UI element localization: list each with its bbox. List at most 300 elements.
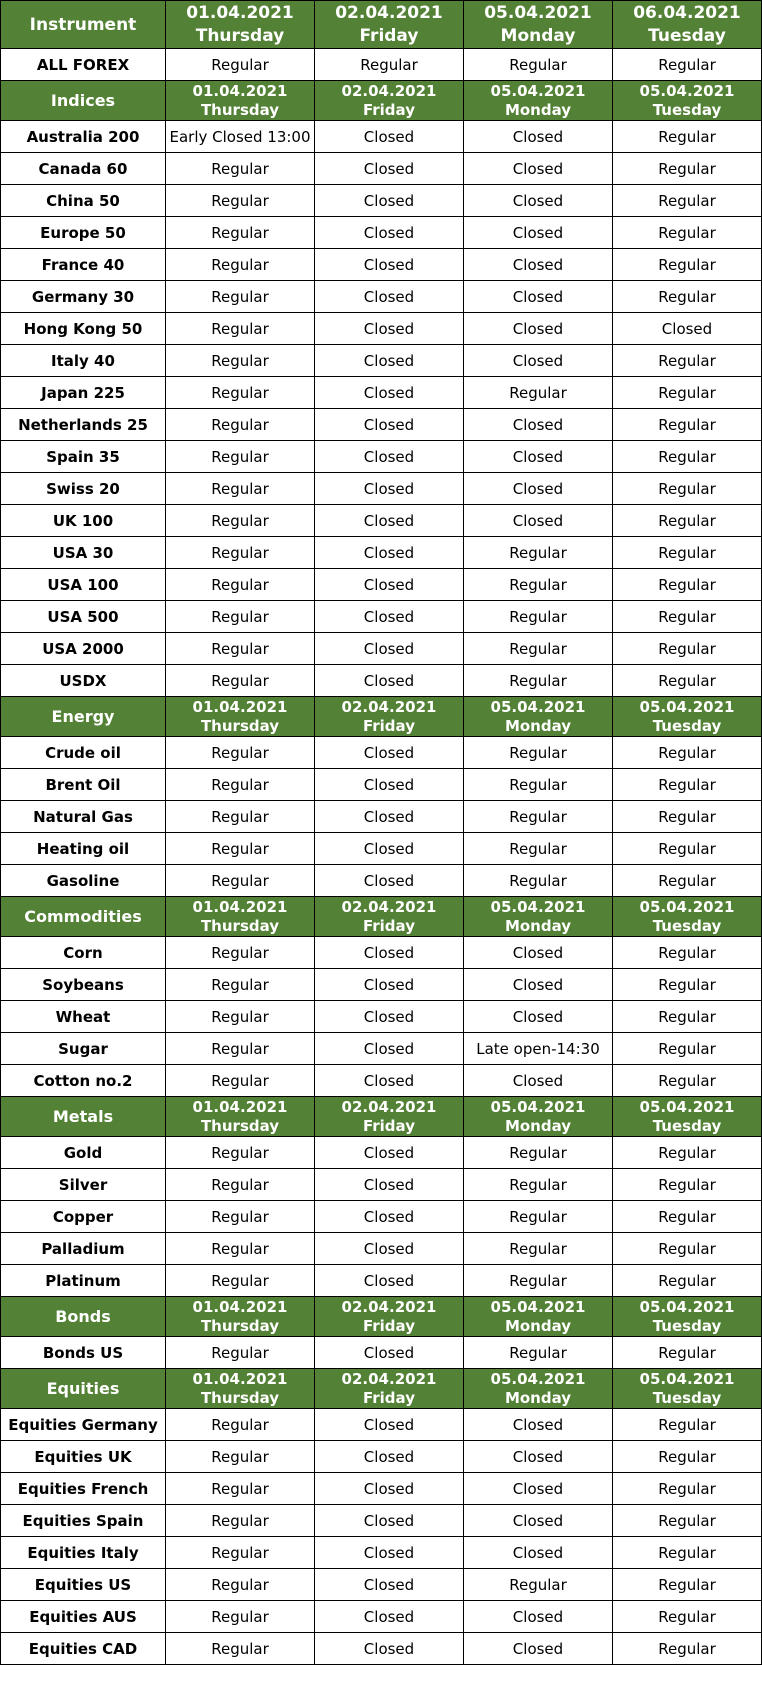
status-cell: Closed — [315, 1473, 464, 1505]
date-column-header — [613, 1097, 762, 1137]
table-row — [1, 1201, 762, 1233]
status-cell: Regular — [166, 313, 315, 345]
header-date: 02.04.2021 — [341, 81, 437, 100]
status-cell: Closed — [315, 1001, 464, 1033]
status-cell: Closed — [315, 1169, 464, 1201]
instrument-name: Platinum — [1, 1265, 166, 1297]
header-date: 02.04.2021 — [341, 1297, 437, 1316]
status-cell: Regular — [166, 1569, 315, 1601]
date-column-header — [464, 897, 613, 937]
status-cell: Regular — [613, 537, 762, 569]
status-cell: Closed — [464, 505, 613, 537]
status-cell: Regular — [166, 937, 315, 969]
table-row — [1, 185, 762, 217]
instrument-name: ALL FOREX — [1, 49, 166, 81]
section-title-equities: Equities — [1, 1369, 166, 1409]
status-cell: Closed — [315, 1233, 464, 1265]
table-row — [1, 937, 762, 969]
status-cell: Regular — [613, 601, 762, 633]
header-weekday: Tuesday — [652, 916, 722, 935]
table-row — [1, 409, 762, 441]
status-cell: Closed — [315, 969, 464, 1001]
status-cell: Regular — [613, 153, 762, 185]
status-cell: Regular — [613, 1505, 762, 1537]
status-cell: Regular — [166, 1233, 315, 1265]
header-weekday: Friday — [362, 1388, 415, 1407]
status-cell: Closed — [315, 1033, 464, 1065]
instrument-name: Equities Italy — [1, 1537, 166, 1569]
status-cell: Closed — [315, 377, 464, 409]
status-cell: Closed — [315, 537, 464, 569]
header-date: 02.04.2021 — [341, 897, 437, 916]
status-cell: Closed — [464, 121, 613, 153]
table-row — [1, 1033, 762, 1065]
status-cell: Regular — [166, 1065, 315, 1097]
status-cell: Regular — [613, 769, 762, 801]
header-date: 05.04.2021 — [490, 697, 586, 716]
status-cell: Regular — [166, 569, 315, 601]
status-cell: Regular — [613, 345, 762, 377]
date-column-header — [613, 81, 762, 121]
status-cell: Regular — [464, 49, 613, 81]
status-cell: Regular — [166, 801, 315, 833]
header-weekday: Thursday — [200, 1388, 280, 1407]
status-cell: Closed — [315, 441, 464, 473]
status-cell: Closed — [464, 1633, 613, 1665]
status-cell: Regular — [613, 49, 762, 81]
status-cell: Regular — [613, 281, 762, 313]
instrument-name: Japan 225 — [1, 377, 166, 409]
table-row — [1, 345, 762, 377]
instrument-name: Corn — [1, 937, 166, 969]
status-cell: Closed — [464, 1001, 613, 1033]
table-row — [1, 537, 762, 569]
status-cell: Closed — [464, 281, 613, 313]
table-row — [1, 569, 762, 601]
status-cell: Regular — [166, 505, 315, 537]
date-column-header — [315, 697, 464, 737]
header-date: 02.04.2021 — [335, 2, 443, 23]
status-cell: Regular — [613, 1265, 762, 1297]
status-cell: Closed — [464, 1441, 613, 1473]
status-cell: Closed — [315, 1337, 464, 1369]
status-cell: Regular — [166, 1001, 315, 1033]
instrument-name: Germany 30 — [1, 281, 166, 313]
status-cell: Regular — [315, 49, 464, 81]
instrument-name: USA 100 — [1, 569, 166, 601]
instrument-name: Canada 60 — [1, 153, 166, 185]
status-cell: Regular — [464, 1169, 613, 1201]
date-column-header — [166, 897, 315, 937]
instrument-name: Sugar — [1, 1033, 166, 1065]
status-cell: Closed — [315, 633, 464, 665]
instrument-name: Crude oil — [1, 737, 166, 769]
date-column-header — [613, 897, 762, 937]
status-cell: Regular — [166, 217, 315, 249]
section-header-row-commodities — [1, 897, 762, 937]
table-row — [1, 1233, 762, 1265]
date-column-header — [464, 1297, 613, 1337]
status-cell: Regular — [464, 601, 613, 633]
status-cell: Closed — [464, 937, 613, 969]
header-date: 01.04.2021 — [192, 897, 288, 916]
date-column-header — [166, 1297, 315, 1337]
date-column-header — [166, 81, 315, 121]
table-row — [1, 313, 762, 345]
date-column-header — [166, 697, 315, 737]
status-cell: Closed — [315, 665, 464, 697]
header-weekday: Monday — [504, 1116, 572, 1135]
table-row — [1, 217, 762, 249]
instrument-name: Equities CAD — [1, 1633, 166, 1665]
table-row — [1, 801, 762, 833]
table-body — [1, 1, 762, 1665]
instrument-column-header: Instrument — [1, 1, 166, 49]
header-date: 05.04.2021 — [490, 1097, 586, 1116]
date-column-header — [464, 1, 613, 49]
header-weekday: Friday — [359, 25, 419, 46]
header-date: 05.04.2021 — [639, 81, 735, 100]
status-cell: Closed — [315, 769, 464, 801]
status-cell: Closed — [464, 217, 613, 249]
date-column-header — [315, 897, 464, 937]
status-cell: Closed — [315, 473, 464, 505]
status-cell: Regular — [166, 865, 315, 897]
status-cell: Regular — [613, 185, 762, 217]
table-row — [1, 737, 762, 769]
status-cell: Regular — [464, 569, 613, 601]
status-cell: Closed — [315, 185, 464, 217]
status-cell: Closed — [315, 1505, 464, 1537]
date-column-header — [613, 1, 762, 49]
status-cell: Regular — [166, 601, 315, 633]
status-cell: Regular — [166, 1409, 315, 1441]
instrument-name: Australia 200 — [1, 121, 166, 153]
status-cell: Regular — [166, 1441, 315, 1473]
instrument-name: Cotton no.2 — [1, 1065, 166, 1097]
status-cell: Regular — [613, 409, 762, 441]
status-cell: Closed — [464, 185, 613, 217]
header-date: 01.04.2021 — [192, 1297, 288, 1316]
status-cell: Regular — [464, 801, 613, 833]
status-cell: Closed — [315, 249, 464, 281]
status-cell: Closed — [315, 937, 464, 969]
instrument-name: Italy 40 — [1, 345, 166, 377]
table-row — [1, 1601, 762, 1633]
header-weekday: Thursday — [200, 1116, 280, 1135]
date-column-header — [613, 697, 762, 737]
status-cell: Regular — [613, 737, 762, 769]
header-date: 01.04.2021 — [192, 697, 288, 716]
header-date: 02.04.2021 — [341, 697, 437, 716]
header-weekday: Tuesday — [652, 1316, 722, 1335]
status-cell: Closed — [464, 409, 613, 441]
instrument-name: Netherlands 25 — [1, 409, 166, 441]
status-cell: Regular — [613, 1473, 762, 1505]
section-title-energy: Energy — [1, 697, 166, 737]
status-cell: Regular — [166, 49, 315, 81]
header-weekday: Friday — [362, 716, 415, 735]
status-cell: Regular — [613, 1337, 762, 1369]
table-row — [1, 665, 762, 697]
status-cell: Regular — [166, 1601, 315, 1633]
status-cell: Regular — [613, 1409, 762, 1441]
status-cell: Regular — [613, 1201, 762, 1233]
status-cell: Regular — [166, 1033, 315, 1065]
header-weekday: Monday — [504, 1388, 572, 1407]
date-column-header — [166, 1, 315, 49]
section-header-row-metals — [1, 1097, 762, 1137]
header-weekday: Monday — [500, 25, 576, 46]
table-row — [1, 769, 762, 801]
status-cell: Regular — [166, 769, 315, 801]
status-cell: Closed — [464, 1473, 613, 1505]
header-weekday: Tuesday — [652, 1116, 722, 1135]
status-cell: Regular — [613, 1537, 762, 1569]
instrument-name: Palladium — [1, 1233, 166, 1265]
status-cell: Regular — [613, 569, 762, 601]
status-cell: Regular — [166, 1505, 315, 1537]
status-cell: Closed — [315, 569, 464, 601]
status-cell: Regular — [464, 1137, 613, 1169]
instrument-name: Gasoline — [1, 865, 166, 897]
status-cell: Regular — [613, 969, 762, 1001]
header-weekday: Tuesday — [652, 100, 722, 119]
status-cell: Regular — [613, 377, 762, 409]
status-cell: Regular — [613, 217, 762, 249]
status-cell: Closed — [315, 121, 464, 153]
status-cell: Regular — [166, 345, 315, 377]
header-weekday: Monday — [504, 916, 572, 935]
status-cell: Regular — [464, 737, 613, 769]
instrument-name: Wheat — [1, 1001, 166, 1033]
table-row — [1, 633, 762, 665]
table-row — [1, 49, 762, 81]
status-cell: Regular — [166, 441, 315, 473]
header-date: 05.04.2021 — [639, 897, 735, 916]
instrument-name: USA 2000 — [1, 633, 166, 665]
instrument-name: Heating oil — [1, 833, 166, 865]
status-cell: Regular — [464, 633, 613, 665]
table-row — [1, 833, 762, 865]
instrument-name: USDX — [1, 665, 166, 697]
header-weekday: Thursday — [200, 916, 280, 935]
status-cell: Regular — [166, 1201, 315, 1233]
section-header-row-equities — [1, 1369, 762, 1409]
status-cell: Closed — [315, 281, 464, 313]
status-cell: Closed — [315, 833, 464, 865]
status-cell: Regular — [464, 377, 613, 409]
section-header-row-indices — [1, 81, 762, 121]
status-cell: Regular — [613, 1001, 762, 1033]
status-cell: Closed — [464, 441, 613, 473]
status-cell: Regular — [613, 1169, 762, 1201]
status-cell: Regular — [166, 1137, 315, 1169]
header-weekday: Tuesday — [652, 1388, 722, 1407]
status-cell: Closed — [315, 1601, 464, 1633]
header-date: 05.04.2021 — [490, 81, 586, 100]
status-cell: Regular — [166, 665, 315, 697]
status-cell: Regular — [464, 1337, 613, 1369]
section-title-metals: Metals — [1, 1097, 166, 1137]
status-cell: Regular — [464, 833, 613, 865]
status-cell: Regular — [613, 1137, 762, 1169]
status-cell: Regular — [464, 665, 613, 697]
status-cell: Regular — [613, 121, 762, 153]
instrument-name: Equities US — [1, 1569, 166, 1601]
date-column-header — [315, 1097, 464, 1137]
status-cell: Closed — [464, 313, 613, 345]
status-cell: Closed — [464, 249, 613, 281]
date-column-header — [166, 1369, 315, 1409]
table-row — [1, 377, 762, 409]
status-cell: Regular — [613, 441, 762, 473]
instrument-name: Europe 50 — [1, 217, 166, 249]
instrument-name: Hong Kong 50 — [1, 313, 166, 345]
status-cell: Regular — [613, 865, 762, 897]
instrument-name: Bonds US — [1, 1337, 166, 1369]
status-cell: Closed — [315, 217, 464, 249]
header-date: 05.04.2021 — [639, 1369, 735, 1388]
header-date: 02.04.2021 — [341, 1369, 437, 1388]
table-row — [1, 601, 762, 633]
status-cell: Closed — [315, 313, 464, 345]
status-cell: Regular — [166, 737, 315, 769]
table-row — [1, 1409, 762, 1441]
status-cell: Regular — [166, 969, 315, 1001]
instrument-name: Equities UK — [1, 1441, 166, 1473]
status-cell: Regular — [464, 1201, 613, 1233]
instrument-name: Silver — [1, 1169, 166, 1201]
status-cell: Regular — [613, 633, 762, 665]
status-cell: Regular — [613, 801, 762, 833]
status-cell: Regular — [166, 249, 315, 281]
status-cell: Regular — [613, 505, 762, 537]
date-column-header — [166, 1097, 315, 1137]
table-row — [1, 1169, 762, 1201]
table-row — [1, 1265, 762, 1297]
status-cell: Regular — [166, 377, 315, 409]
status-cell: Regular — [613, 937, 762, 969]
status-cell: Closed — [315, 1137, 464, 1169]
status-cell: Regular — [166, 1473, 315, 1505]
header-weekday: Monday — [504, 1316, 572, 1335]
table-row — [1, 153, 762, 185]
section-title-indices: Indices — [1, 81, 166, 121]
status-cell: Closed — [315, 1441, 464, 1473]
header-weekday: Thursday — [200, 1316, 280, 1335]
table-row — [1, 1537, 762, 1569]
instrument-name: France 40 — [1, 249, 166, 281]
table-row — [1, 969, 762, 1001]
status-cell: Closed — [464, 1065, 613, 1097]
status-cell: Regular — [613, 833, 762, 865]
status-cell: Regular — [166, 281, 315, 313]
header-date: 05.04.2021 — [490, 897, 586, 916]
status-cell: Closed — [464, 1505, 613, 1537]
status-cell: Regular — [613, 1441, 762, 1473]
header-weekday: Friday — [362, 916, 415, 935]
table-row — [1, 121, 762, 153]
date-column-header — [613, 1369, 762, 1409]
status-cell: Regular — [166, 1169, 315, 1201]
header-weekday: Monday — [504, 716, 572, 735]
header-weekday: Tuesday — [652, 716, 722, 735]
header-date: 05.04.2021 — [639, 1097, 735, 1116]
table-row — [1, 1137, 762, 1169]
table-row — [1, 1337, 762, 1369]
section-header-row-energy — [1, 697, 762, 737]
table-row — [1, 1505, 762, 1537]
section-title-commodities: Commodities — [1, 897, 166, 937]
table-row — [1, 865, 762, 897]
header-weekday: Friday — [362, 1116, 415, 1135]
header-date: 01.04.2021 — [192, 81, 288, 100]
status-cell: Regular — [613, 473, 762, 505]
header-date: 05.04.2021 — [490, 1297, 586, 1316]
status-cell: Regular — [166, 185, 315, 217]
date-column-header — [315, 1, 464, 49]
status-cell: Closed — [464, 1409, 613, 1441]
instrument-name: Equities Germany — [1, 1409, 166, 1441]
status-cell: Regular — [613, 1601, 762, 1633]
status-cell: Regular — [166, 633, 315, 665]
section-header-row-bonds — [1, 1297, 762, 1337]
status-cell: Regular — [613, 1233, 762, 1265]
status-cell: Closed — [315, 1569, 464, 1601]
header-date: 01.04.2021 — [186, 2, 294, 23]
instrument-name: Soybeans — [1, 969, 166, 1001]
header-date: 01.04.2021 — [192, 1369, 288, 1388]
header-date: 05.04.2021 — [490, 1369, 586, 1388]
header-date: 05.04.2021 — [639, 697, 735, 716]
date-column-header — [464, 81, 613, 121]
table-row — [1, 1441, 762, 1473]
status-cell: Closed — [464, 969, 613, 1001]
date-column-header — [464, 1097, 613, 1137]
status-cell: Regular — [166, 537, 315, 569]
date-column-header — [613, 1297, 762, 1337]
status-cell: Regular — [613, 249, 762, 281]
instrument-name: Natural Gas — [1, 801, 166, 833]
status-cell: Closed — [315, 801, 464, 833]
date-column-header — [315, 1297, 464, 1337]
header-weekday: Tuesday — [648, 25, 726, 46]
status-cell: Regular — [166, 1537, 315, 1569]
table-row — [1, 441, 762, 473]
status-cell: Regular — [464, 1569, 613, 1601]
status-cell: Closed — [315, 1265, 464, 1297]
status-cell: Closed — [315, 1409, 464, 1441]
status-cell: Regular — [464, 537, 613, 569]
table-row — [1, 473, 762, 505]
date-column-header — [315, 1369, 464, 1409]
header-date: 05.04.2021 — [484, 2, 592, 23]
status-cell: Regular — [613, 665, 762, 697]
status-cell: Regular — [166, 1265, 315, 1297]
instrument-name: USA 30 — [1, 537, 166, 569]
status-cell: Early Closed 13:00 — [166, 121, 315, 153]
status-cell: Regular — [613, 1065, 762, 1097]
status-cell: Closed — [315, 1633, 464, 1665]
header-weekday: Friday — [362, 100, 415, 119]
status-cell: Closed — [613, 313, 762, 345]
instrument-name: Equities French — [1, 1473, 166, 1505]
status-cell: Regular — [166, 833, 315, 865]
status-cell: Regular — [166, 473, 315, 505]
header-date: 06.04.2021 — [633, 2, 741, 23]
header-weekday: Thursday — [200, 100, 280, 119]
